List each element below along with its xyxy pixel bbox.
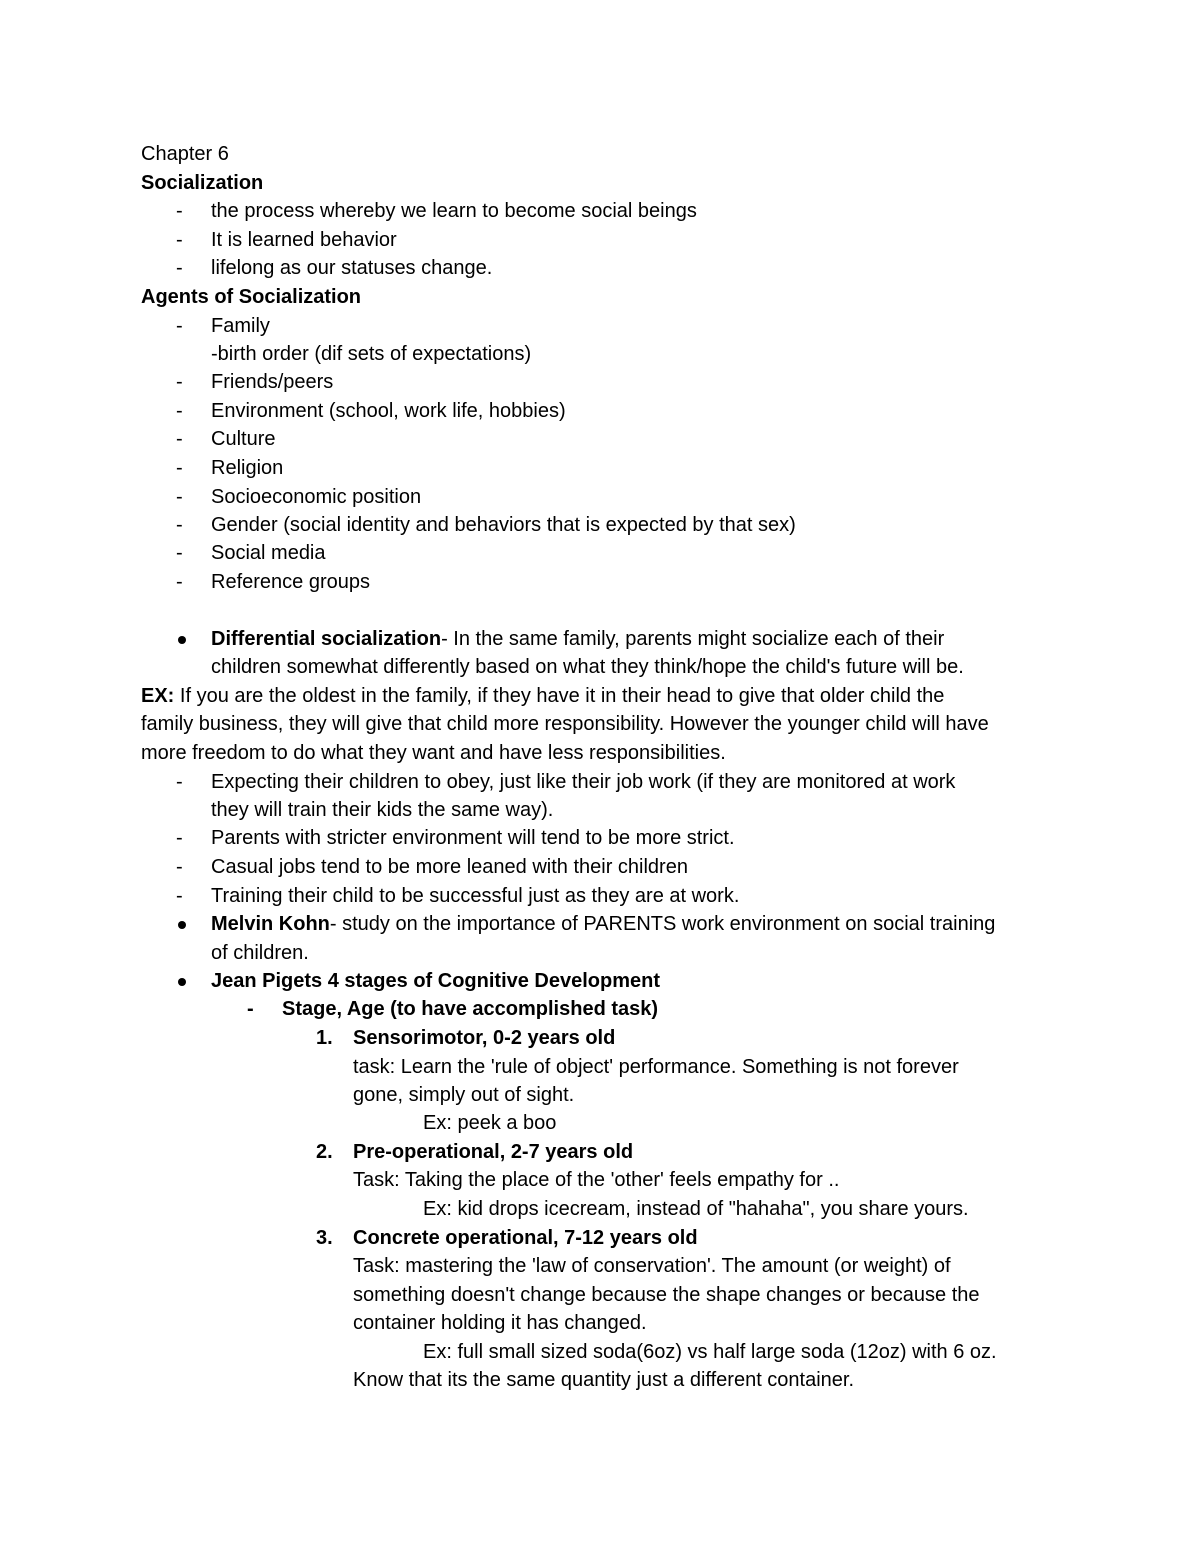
dash-marker: -: [176, 457, 183, 479]
stage-title: Sensorimotor, 0-2 years old: [353, 1027, 616, 1049]
kohn-text: - study on the importance of PARENTS work environment on social training: [329, 913, 996, 935]
piaget-heading: Jean Pigets 4 stages of Cognitive Development: [211, 970, 661, 992]
dash-marker: -: [176, 400, 183, 422]
work-item: Parents with stricter environment will tend to be more strict.: [211, 827, 735, 849]
example-line2: family business, they will give that child more responsibility. However the younger child will have: [141, 713, 989, 735]
dash-marker: -: [176, 315, 183, 337]
stage-title: Pre-operational, 2-7 years old: [353, 1141, 634, 1163]
agent-item: Culture: [211, 428, 276, 450]
agent-item: Socioeconomic position: [211, 486, 422, 508]
stage-task: Task: Taking the place of the 'other' feels empathy for ..: [353, 1169, 840, 1191]
dash-marker: -: [176, 885, 183, 907]
differential-term: Differential socialization: [211, 628, 442, 650]
stage-example: Ex: peek a boo: [423, 1112, 557, 1134]
agent-item: Social media: [211, 542, 326, 564]
bullet-dot: [178, 636, 186, 644]
chapter-title: Chapter 6: [141, 143, 229, 165]
agent-item: Environment (school, work life, hobbies): [211, 400, 566, 422]
agent-item: Gender (social identity and behaviors that is expected by that sex): [211, 514, 796, 536]
stage-example: Ex: full small sized soda(6oz) vs half large soda (12oz) with 6 oz.: [423, 1341, 997, 1363]
socialization-item: the process whereby we learn to become social beings: [211, 200, 697, 222]
socialization-item: lifelong as our statuses change.: [211, 257, 493, 279]
bullet-dot: [178, 978, 186, 986]
example-label: EX:: [141, 685, 175, 707]
agents-heading: Agents of Socialization: [141, 286, 362, 308]
work-item-line2: they will train their kids the same way).: [211, 799, 554, 821]
stage-number: 3.: [316, 1227, 333, 1249]
stage-task: Task: mastering the 'law of conservation'. The amount (or weight) of: [353, 1255, 951, 1277]
dash-marker: -: [176, 856, 183, 878]
differential-line2: children somewhat differently based on what they think/hope the child's future will be.: [211, 656, 964, 678]
dash-marker: -: [176, 486, 183, 508]
piaget-subheading: Stage, Age (to have accomplished task): [282, 998, 659, 1020]
agent-item: Reference groups: [211, 571, 370, 593]
dash-marker: -: [176, 371, 183, 393]
work-item: Casual jobs tend to be more leaned with their children: [211, 856, 688, 878]
stage-example: Ex: kid drops icecream, instead of "hahaha", you share yours.: [423, 1198, 969, 1220]
stage-number: 1.: [316, 1027, 333, 1049]
agent-item: Friends/peers: [211, 371, 334, 393]
dash-marker: -: [176, 827, 183, 849]
example-text: If you are the oldest in the family, if they have it in their head to give that older child the: [174, 685, 945, 707]
work-item: Training their child to be successful just as they are at work.: [211, 885, 740, 907]
stage-example-continued: Know that its the same quantity just a different container.: [353, 1369, 855, 1391]
stage-task: container holding it has changed.: [353, 1312, 647, 1334]
kohn-line1: [211, 910, 995, 938]
stage-task: task: Learn the 'rule of object' performance. Something is not forever: [353, 1056, 959, 1078]
agent-item: Religion: [211, 457, 284, 479]
bullet-dot: [178, 921, 186, 929]
example-line1: [141, 682, 944, 710]
dash-marker: -: [176, 514, 183, 536]
dash-marker: -: [176, 542, 183, 564]
dash-marker: -: [176, 229, 183, 251]
example-line3: more freedom to do what they want and have less responsibilities.: [141, 742, 726, 764]
agent-family-subnote: -birth order (dif sets of expectations): [211, 343, 532, 365]
differential-line1: [211, 625, 944, 653]
dash-marker: -: [247, 998, 254, 1020]
kohn-line2: of children.: [211, 942, 309, 964]
dash-marker: -: [176, 771, 183, 793]
dash-marker: -: [176, 428, 183, 450]
kohn-term: Melvin Kohn: [211, 913, 330, 935]
dash-marker: -: [176, 571, 183, 593]
dash-marker: -: [176, 200, 183, 222]
differential-text: - In the same family, parents might socialize each of their: [441, 628, 945, 650]
stage-task: something doesn't change because the shape changes or because the: [353, 1284, 980, 1306]
agent-item-family: Family: [211, 315, 270, 337]
stage-number: 2.: [316, 1141, 333, 1163]
socialization-heading: Socialization: [141, 172, 264, 194]
work-item-line1: Expecting their children to obey, just like their job work (if they are monitored at work: [211, 771, 956, 793]
stage-task: gone, simply out of sight.: [353, 1084, 575, 1106]
dash-marker: -: [176, 257, 183, 279]
stage-title: Concrete operational, 7-12 years old: [353, 1227, 698, 1249]
socialization-item: It is learned behavior: [211, 229, 397, 251]
